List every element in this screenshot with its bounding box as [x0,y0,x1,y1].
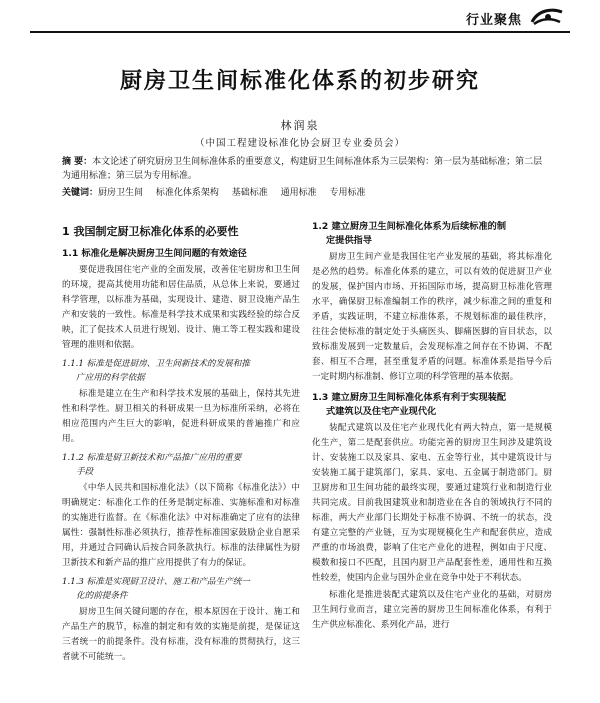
section-1-3-heading [312,391,552,419]
section-tag: 行业聚焦 [465,13,522,28]
page-header [0,0,600,34]
section-1-heading: 1 我国制定厨卫标准化体系的必要性 [62,225,239,238]
heading-line: 1.1.2 标准是厨卫新技术和产品推广应用的重要 [62,453,242,463]
heading-line: 广应用的科学依据 [76,373,145,383]
heading-line: 1.2 建立厨房卫生间标准化体系为后续标准的制 [312,221,507,232]
heading-line: 化的前提条件 [76,591,128,601]
left-column [62,214,300,667]
heading-line: 1.1.1 标准是促进厨房、卫生间新技术的发展和推 [62,359,250,369]
publication-logo-icon [528,6,566,28]
heading-line: 定提供指导 [326,235,372,246]
keywords [62,186,550,200]
paragraph: 厨房卫生间关键问题的存在，根本原因在于设计、施工和产品生产的脱节，标准的制定和有效的实施是前提，是保证这三者统一的前提条件。没有标准，没有标准的贯彻执行，这三者就不可能统一。 [62,607,300,662]
heading-line: 1.3 建立厨房卫生间标准化体系有利于实现装配 [312,392,507,403]
abstract-text: 本文论述了研究厨房卫生间标准体系的重要意义，构建厨卫生间标准体系为三层架构：第一层为基础标准；第二层为通用标准；第三层为专用标准。 [62,157,543,181]
paragraph: 《中华人民共和国标准化法》（以下简称《标准化法》）中明确规定：标准化工作的任务是制定标准、实施标准和对标准的实施进行监督。在《标准化法》中对标准确定了应有的法律属性：强制性标准必须执行，推荐性标准国家鼓励企业自愿采用，并通过合同确认后按合同条款执行。标准的法律属性为厨卫新技术和新产品的推广应用提供了有力的保证。 [62,483,300,568]
heading-line: 1.1.3 标准是实现厨卫设计、施工和产品生产统一 [62,577,250,587]
section-1-1-heading: 1.1 标准化是解决厨房卫生间问题的有效途径 [62,248,247,259]
right-column [312,214,552,635]
paragraph: 厨房卫生间产业是我国住宅产业发展的基础，将其标准化是必然的趋势。标准化体系的建立，可以有效的促进厨卫产业的发展，保护国内市场、开拓国际市场，提高厨卫标准化管理水平，确保厨卫标准编制工作的秩序，减少标准之间的重复和矛盾，实践证明，不建立标准体系，不规划标准的最佳秩序，往往会使标准的制定处于头痛医头、脚痛医脚的盲目状态，以致标准发展到一定数量后，会发现标准之间存在不协调、不配套、相互不合理，甚至重复矛盾的问题。标准体系是指导今后一定时期内标准制、修订立项的科学管理的基本依据。 [312,252,552,382]
keywords-text: 厨房卫生间 标准化体系架构 基础标准 通用标准 专用标准 [98,188,366,198]
header-divider [30,31,570,33]
author-affiliation: （中国工程建设标准化协会厨卫专业委员会） [194,138,405,149]
section-1-1-3-heading [62,575,300,603]
section-1-2-heading [312,220,552,248]
paragraph: 标准化是推进装配式建筑以及住宅产业化的基础，对厨房卫生间行业而言，建立完善的厨房卫生间标准化体系，有利于生产供应标准化、系列化产品，进行 [312,590,552,630]
article-author: 林润泉 [280,119,320,132]
section-1-1-1-heading [62,357,300,385]
article-title: 厨房卫生间标准化体系的初步研究 [119,69,480,94]
heading-line: 手段 [76,467,94,477]
paragraph: 标准是建立在生产和科学技术发展的基础上，保持其先进性和科学性。厨卫相关的科研成果一旦为标准所采纳，必将在相应范围内产生巨大的影响，促进科研成果的普遍推广和应用。 [62,389,300,444]
paragraph: 要促进我国住宅产业的全面发展，改善住宅厨房和卫生间的环境，提高其使用功能和居住品质，从总体上来说，要通过科学管理，以标准为基础，实现设计、建造、厨卫设施产品生产和安装的一致性。标准是科学技术成果和实践经验的综合反映，汇了促技术人员进行规划、设计、施工等工程实践和建设管理的准则和依据。 [62,265,300,350]
abstract [62,155,550,183]
section-1-1-2-heading [62,451,300,479]
abstract-label: 摘 要： [62,157,93,167]
heading-line: 式建筑以及住宅产业现代化 [326,406,437,417]
keywords-label: 关键词： [62,188,99,198]
paragraph: 装配式建筑以及住宅产业现代化有两大特点，第一是规模化生产，第二是配套供应。功能完善的厨房卫生间涉及建筑设计、安装施工以及家具、家电、五金等行业，其中建筑设计与安装施工属于建筑部门，家具、家电、五金属于制造部门。厨卫厨房和卫生间功能的最终实现，要通过建筑行业和制造行业共同完成。目前我国建筑业和制造业在各自的领域执行不同的标准，两大产业部门长期处于标准不协调、不统一的状态，没有建立完整的产业链，互为实现规模化生产和配套供应，造成严重的市场浪费，影响了住宅产业化的进程，例如由于尺度、模数和接口不匹配，且国内厨卫产品配套性差，通用性和互换性较差，使国内企业与国外企业在竞争中处于不利状态。 [312,423,552,583]
